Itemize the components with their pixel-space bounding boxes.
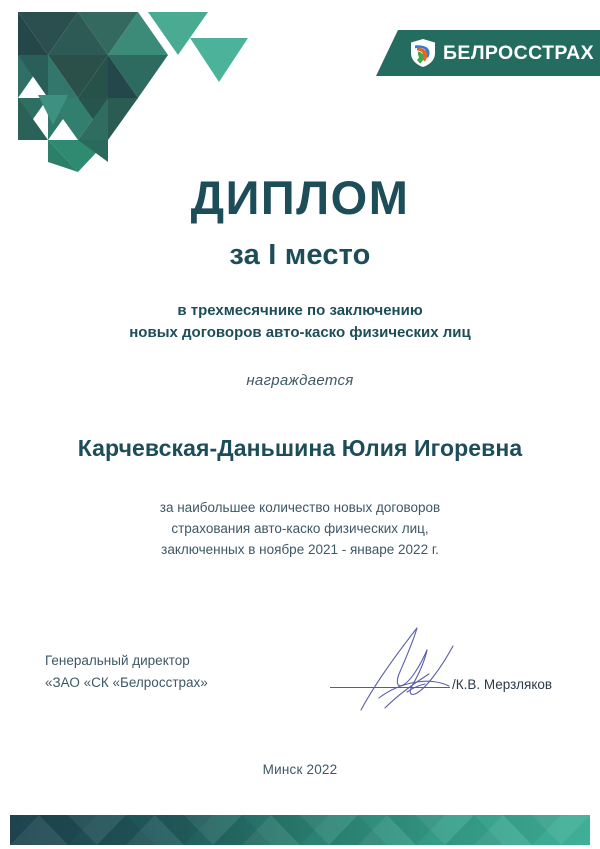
page-title: ДИПЛОМ	[190, 171, 410, 224]
brand-logo-banner	[376, 30, 600, 76]
competition-subject-line2: новых договоров авто-каско физических лиц	[129, 323, 471, 341]
logo-content	[376, 30, 600, 76]
award-reason-line1: за наибольшее количество новых договоров	[159, 500, 441, 515]
award-reason-line3: заключенных в ноябре 2021 - январе 2022 г.	[161, 541, 439, 557]
signature-line-group	[330, 677, 560, 692]
signature-block	[0, 650, 600, 760]
signer-title-line2: «ЗАО «СК «Белросстрах»	[45, 675, 208, 691]
awarded-label: награждается	[246, 372, 354, 389]
recipient-name: Карчевская-Даньшина Юлия Игоревна	[77, 435, 523, 461]
brand-wordmark: БЕЛРОССТРАХ	[443, 41, 594, 64]
shield-icon	[410, 38, 436, 68]
signer-title-line1: Генеральный директор	[45, 653, 190, 668]
award-reason-line2: страхования авто-каско физических лиц,	[171, 520, 429, 536]
place-and-year: Минск 2022	[262, 762, 338, 777]
signature-rule	[330, 687, 450, 688]
award-place-subtitle: за I место	[229, 239, 371, 271]
signer-name: /К.В. Мерзляков	[452, 677, 553, 692]
decorative-geometric-pattern-topleft	[0, 0, 300, 180]
competition-subject-line1: в трехмесячнике по заключению	[177, 302, 423, 319]
decorative-gradient-band-bottom	[10, 815, 590, 845]
award-reason	[0, 498, 600, 561]
competition-subject	[0, 300, 600, 344]
signer-title	[45, 650, 208, 695]
